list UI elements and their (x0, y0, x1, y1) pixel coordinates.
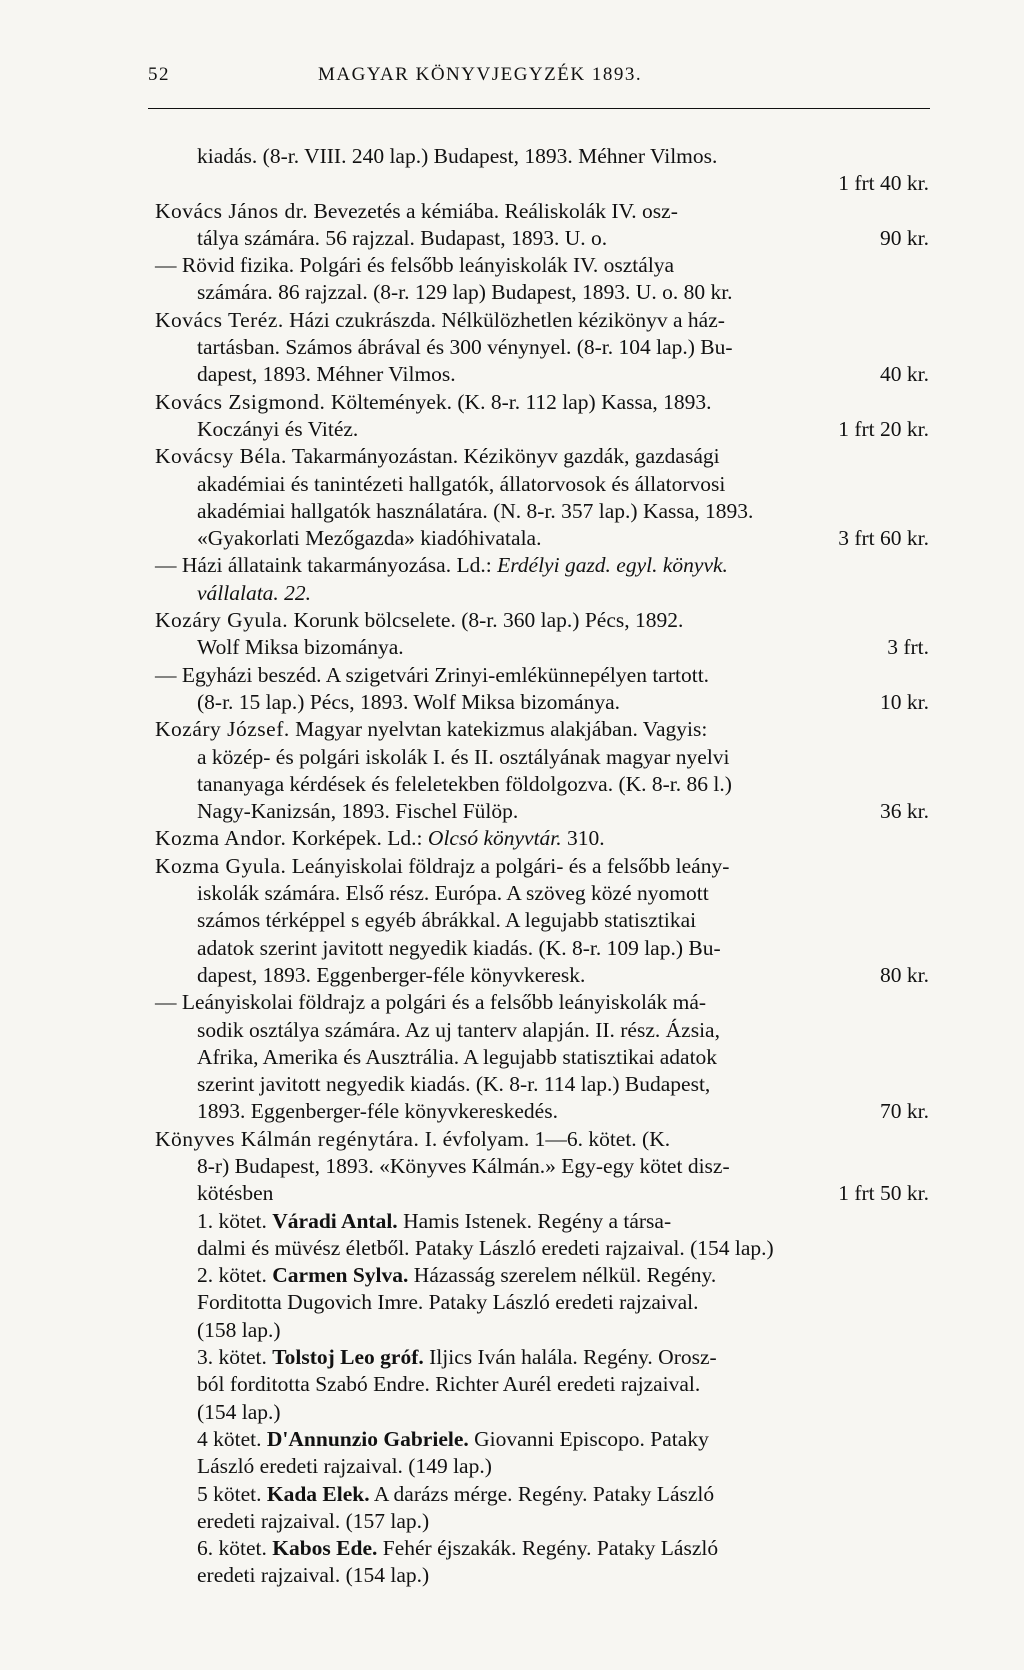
price: 3 frt 60 kr. (838, 526, 929, 551)
entry-text: 1893. Eggenberger-féle könyvkereskedés. (197, 1099, 558, 1124)
entry-text: ból forditotta Szabó Endre. Richter Aurél eredeti rajzaival. (197, 1372, 701, 1397)
entry-text: tálya számára. 56 rajzzal. Budapast, 1893. U. o. (197, 225, 608, 250)
text-line (155, 880, 929, 907)
author-name: Könyves Kálmán regénytára. (155, 1126, 420, 1151)
text-line (155, 1017, 929, 1044)
entry-text: Giovanni Episcopo. Pataky (468, 1426, 709, 1451)
text-line (155, 634, 929, 661)
entry-text: (8-r. 15 lap.) Pécs, 1893. Wolf Miksa bizománya. (197, 689, 621, 714)
text-line (155, 1044, 929, 1071)
text-line (155, 252, 929, 279)
entry-text: dapest, 1893. Eggenberger-féle könyvkeresk. (197, 962, 586, 987)
entry-text: 1. kötet. (197, 1208, 273, 1233)
entry-text: Bevezetés a kémiába. Reáliskolák IV. osz- (308, 198, 678, 223)
text-line (155, 662, 929, 689)
entry-text: — Házi állataink takarmányozása. Ld.: (155, 553, 498, 578)
text-line (155, 1153, 929, 1180)
text-line (155, 143, 929, 170)
entry-text: 2. kötet. (197, 1263, 273, 1288)
text-line (155, 853, 929, 880)
entry-text: Afrika, Amerika és Ausztrália. A legujabb statisztikai adatok (197, 1044, 718, 1069)
text-line (155, 962, 929, 989)
text-line (155, 225, 929, 252)
text-line (155, 443, 929, 470)
author-name: Kovács Zsigmond. (155, 389, 326, 414)
text-line (155, 744, 929, 771)
entry-text: Iljics Iván halála. Regény. Orosz- (423, 1345, 717, 1370)
entry-text: Házi czukrászda. Nélkülözhetlen kézikönyv a ház- (283, 307, 725, 332)
text-line (155, 471, 929, 498)
text-line (155, 716, 929, 743)
entry-text: Korképek. Ld.: (286, 826, 428, 851)
entry-text: — Leányiskolai földrajz a polgári és a felsőbb leányiskolák má- (155, 990, 707, 1015)
text-line (155, 607, 929, 634)
entry-text: sodik osztálya számára. Az uj tanterv alapján. II. rész. Ázsia, (197, 1017, 720, 1042)
page-number: 52 (148, 64, 170, 85)
entry-text: számos térképpel s egyéb ábrákkal. A legujabb statisztikai (197, 908, 697, 933)
entry-text: Fehér éjszakák. Regény. Pataky László (377, 1536, 719, 1561)
text-line (155, 798, 929, 825)
text-line (155, 1235, 929, 1262)
text-line (155, 1344, 929, 1371)
series-reference: Olcsó könyvtár. (427, 826, 562, 851)
author-name: Tolstoj Leo gróf. (272, 1345, 424, 1370)
entry-text: Nagy-Kanizsán, 1893. Fischel Fülöp. (197, 799, 519, 824)
author-name: Váradi Antal. (272, 1208, 398, 1233)
text-line (155, 389, 929, 416)
text-line (155, 1426, 929, 1453)
text-line (155, 552, 929, 579)
entry-text: adatok szerint javitott negyedik kiadás. (K. 8-r. 109 lap.) Bu- (197, 935, 721, 960)
text-line (155, 361, 929, 388)
entry-text: eredeti rajzaival. (154 lap.) (197, 1563, 430, 1588)
entry-text: Takarmányozástan. Kézikönyv gazdák, gazdasági (286, 444, 720, 469)
entry-text: akadémiai és tanintézeti hallgatók, állatorvosok és állatorvosi (197, 471, 726, 496)
author-name: Kovács Teréz. (155, 307, 284, 332)
entry-text: 3. kötet. (197, 1345, 273, 1370)
author-name: Kabos Ede. (272, 1536, 378, 1561)
author-name: D'Annunzio Gabriele. (266, 1426, 469, 1451)
entry-text: I. évfolyam. 1—6. kötet. (K. (419, 1126, 671, 1151)
text-line (155, 825, 929, 852)
catalog-entries (155, 143, 929, 1590)
text-line (155, 1289, 929, 1316)
author-name: Kozáry József. (155, 717, 290, 742)
text-line (155, 1126, 929, 1153)
entry-text: 310. (561, 826, 605, 851)
entry-text: tananyaga kérdések és feleletekben földolgozva. (K. 8-r. 86 l.) (197, 771, 732, 796)
entry-text: 8-r) Budapest, 1893. «Könyves Kálmán.» Egy-egy kötet disz- (197, 1153, 730, 1178)
running-head (148, 64, 928, 86)
entry-text: számára. 86 rajzzal. (8-r. 129 lap) Budapest, 1893. U. o. 80 kr. (197, 280, 733, 305)
text-line (155, 307, 929, 334)
text-line (155, 580, 929, 607)
text-line (155, 1535, 929, 1562)
text-line (155, 1371, 929, 1398)
price: 1 frt 40 kr. (838, 171, 929, 196)
entry-text: Koczányi és Vitéz. (197, 416, 359, 441)
entry-text: 6. kötet. (197, 1536, 273, 1561)
text-line (155, 525, 929, 552)
author-name: Kovácsy Béla. (155, 444, 287, 469)
text-line (155, 170, 929, 197)
entry-text: László eredeti rajzaival. (149 lap.) (197, 1454, 492, 1479)
entry-text: Hamis Istenek. Regény a társa- (397, 1208, 672, 1233)
entry-text: Leányiskolai földrajz a polgári- és a felsőbb leány- (286, 853, 730, 878)
entry-text: akadémiai hallgatók használatára. (N. 8-r. 357 lap.) Kassa, 1893. (197, 498, 754, 523)
text-line (155, 1481, 929, 1508)
entry-text: szerint javitott negyedik kiadás. (K. 8-r. 114 lap.) Budapest, (197, 1072, 711, 1097)
author-name: Kovács János dr. (155, 198, 309, 223)
price: 80 kr. (880, 962, 929, 987)
text-line (155, 334, 929, 361)
entry-text: 4 kötet. (197, 1426, 267, 1451)
entry-text: Wolf Miksa bizománya. (197, 635, 404, 660)
text-line (155, 1208, 929, 1235)
price: 1 frt 20 kr. (838, 416, 929, 441)
text-line (155, 279, 929, 306)
text-line (155, 198, 929, 225)
text-line (155, 907, 929, 934)
text-line (155, 1453, 929, 1480)
entry-text: (158 lap.) (197, 1317, 281, 1342)
text-line (155, 1399, 929, 1426)
entry-text: Forditotta Dugovich Imre. Pataky László eredeti rajzaival. (197, 1290, 699, 1315)
entry-text: — Egyházi beszéd. A szigetvári Zrinyi-emlékünnepélyen tartott. (155, 662, 710, 687)
series-reference: Erdélyi gazd. egyl. könyvk. (497, 553, 728, 578)
entry-text: a közép- és polgári iskolák I. és II. osztályának magyar nyelvi (197, 744, 730, 769)
text-line (155, 689, 929, 716)
entry-text: dalmi és müvész életből. Pataky László eredeti rajzaival. (154 lap.) (197, 1235, 774, 1260)
entry-text: A darázs mérge. Regény. Pataky László (369, 1481, 715, 1506)
text-line (155, 1562, 929, 1589)
text-line (155, 416, 929, 443)
entry-text: dapest, 1893. Méhner Vilmos. (197, 362, 456, 387)
text-line (155, 935, 929, 962)
running-title: MAGYAR KÖNYVJEGYZÉK 1893. (318, 64, 643, 85)
author-name: Kada Elek. (266, 1481, 370, 1506)
entry-text: 5 kötet. (197, 1481, 267, 1506)
price: 70 kr. (880, 1099, 929, 1124)
entry-text: tartásban. Számos ábrával és 300 vénynyel. (8-r. 104 lap.) Bu- (197, 335, 733, 360)
entry-text: Költemények. (K. 8-r. 112 lap) Kassa, 1893. (325, 389, 712, 414)
entry-text: iskolák számára. Első rész. Európa. A szöveg közé nyomott (197, 881, 709, 906)
entry-text: Korunk bölcselete. (8-r. 360 lap.) Pécs, 1892. (288, 608, 684, 633)
text-line (155, 771, 929, 798)
entry-text: Magyar nyelvtan katekizmus alakjában. Vagyis: (289, 717, 708, 742)
entry-text: — Rövid fizika. Polgári és felsőbb leányiskolák IV. osztálya (155, 253, 675, 278)
author-name: Carmen Sylva. (272, 1263, 409, 1288)
author-name: Kozáry Gyula. (155, 608, 289, 633)
entry-text: Házasság szerelem nélkül. Regény. (408, 1263, 717, 1288)
price: 36 kr. (880, 799, 929, 824)
text-line (155, 498, 929, 525)
header-rule (148, 108, 930, 109)
entry-text: (154 lap.) (197, 1399, 281, 1424)
price: 1 frt 50 kr. (838, 1181, 929, 1206)
text-line (155, 1317, 929, 1344)
text-line (155, 1508, 929, 1535)
price: 3 frt. (887, 635, 929, 660)
price: 40 kr. (880, 362, 929, 387)
series-reference: vállalata. 22. (197, 580, 312, 605)
entry-text: kötésben (197, 1181, 274, 1206)
text-line (155, 1180, 929, 1207)
text-line (155, 1071, 929, 1098)
price: 10 kr. (880, 689, 929, 714)
author-name: Kozma Gyula. (155, 853, 287, 878)
entry-text: «Gyakorlati Mezőgazda» kiadóhivatala. (197, 526, 542, 551)
entry-text: eredeti rajzaival. (157 lap.) (197, 1508, 430, 1533)
text-line (155, 989, 929, 1016)
text-line (155, 1098, 929, 1125)
text-line (155, 1262, 929, 1289)
author-name: Kozma Andor. (155, 826, 287, 851)
entry-text: kiadás. (8-r. VIII. 240 lap.) Budapest, 1893. Méhner Vilmos. (197, 144, 718, 168)
price: 90 kr. (880, 225, 929, 250)
